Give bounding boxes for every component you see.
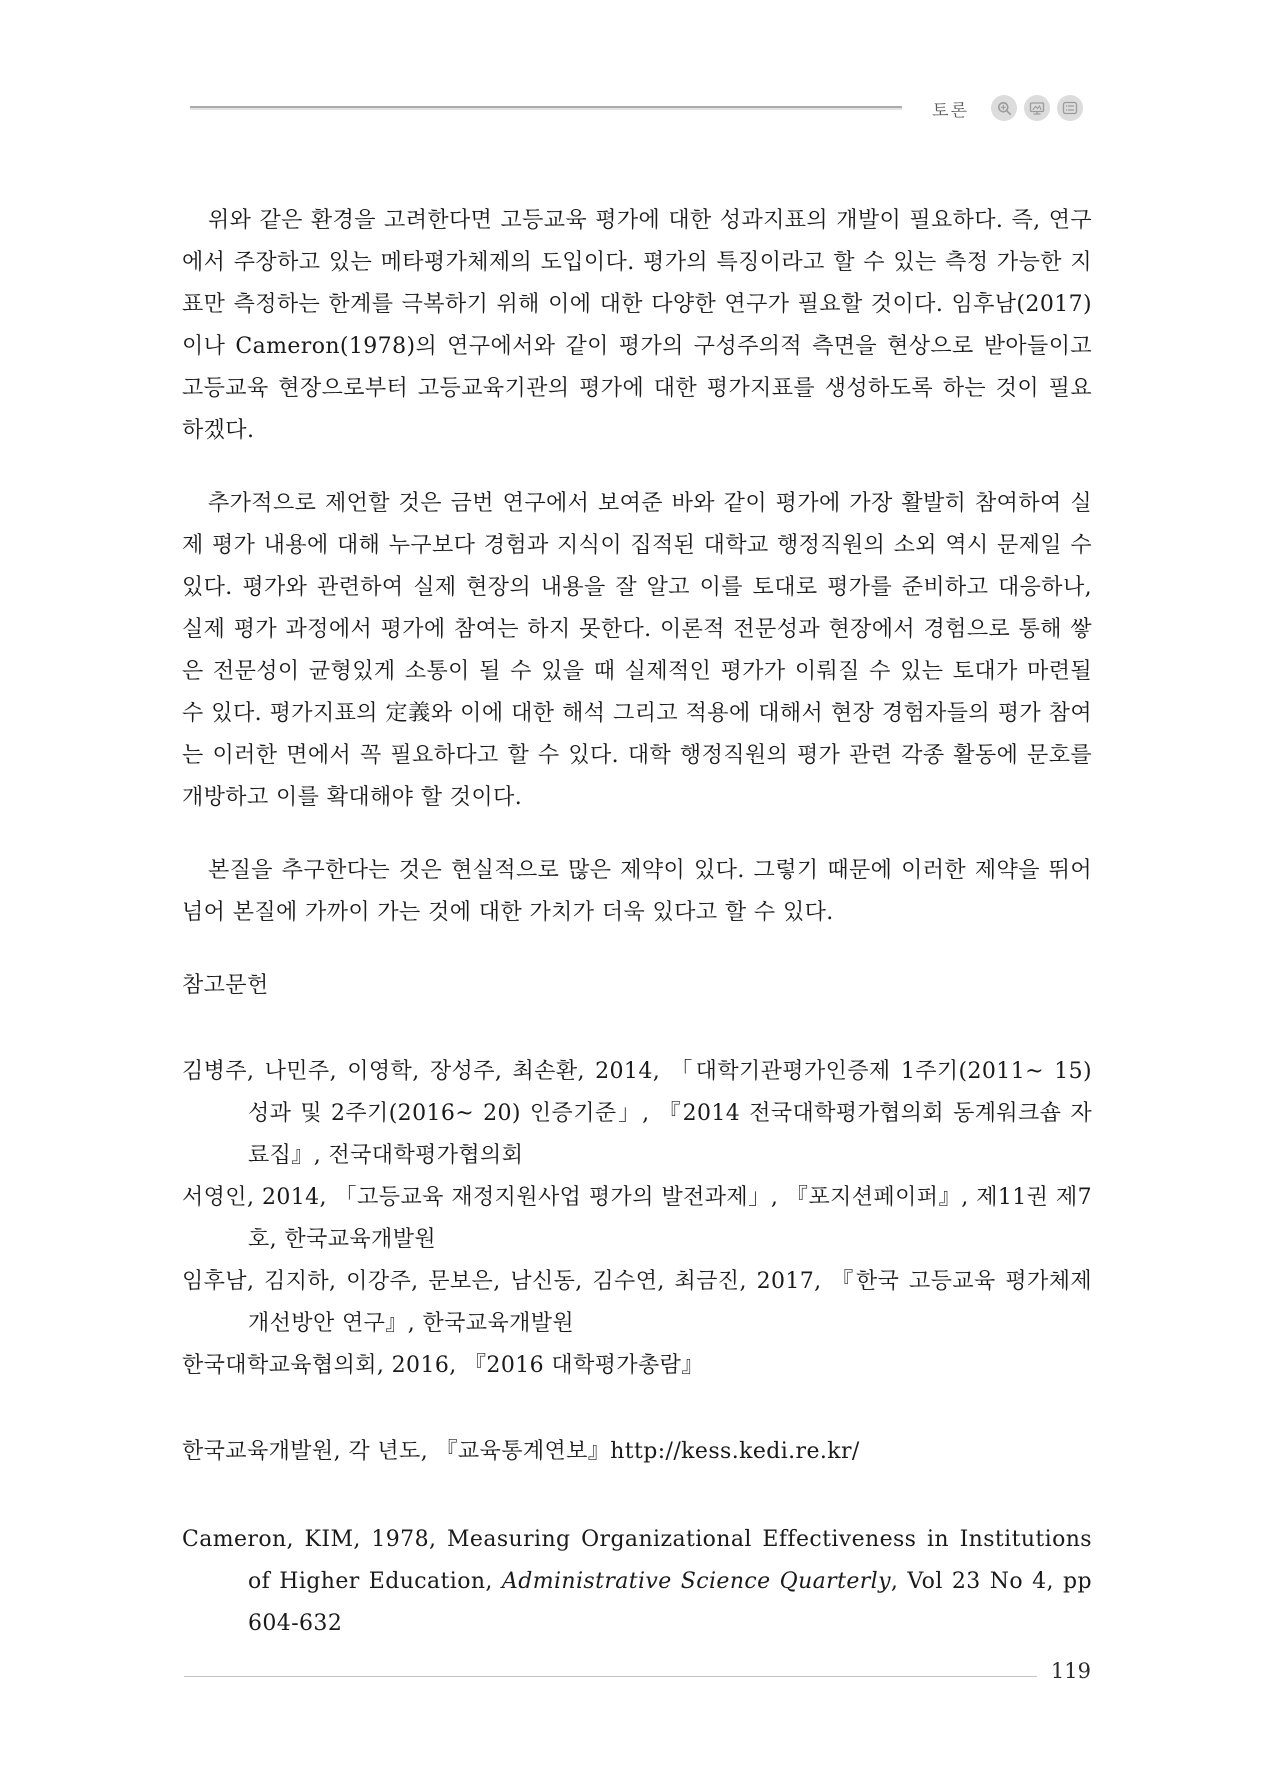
references-heading: 참고문헌 bbox=[182, 973, 269, 998]
reference-entry bbox=[182, 1519, 1092, 1645]
reference-entry: 김병주, 나민주, 이영학, 장성주, 최손환, 2014, 「대학기관평가인증제 1주기(2011~ 15) 성과 및 2주기(2016~ 20) 인증기준」, 『2014 전국대학평가협의회 동계워크숍 자료집』, 전국대학평가협의회 bbox=[182, 1059, 1092, 1168]
body-paragraph: 추가적으로 제언할 것은 금번 연구에서 보여준 바와 같이 평가에 가장 활발히 참여하여 실제 평가 내용에 대해 누구보다 경험과 지식이 집적된 대학교 행정직원의 소외 역시 문제일 수 있다. 평가와 관련하여 실제 현장의 내용을 잘 알고 이를 토대로 평가를 준비하고 대응하나, 실제 평가 과정에서 평가에 참여는 하지 못한다. 이론적 전문성과 현장에서 경험으로 통해 쌓은 전문성이 균형있게 소통이 될 수 있을 때 실제적인 평가가 이뤄질 수 있는 토대가 마련될 수 있다. 평가지표의 定義와 이에 대한 해석 그리고 적용에 대해서 현장 경험자들의 평가 참여는 이러한 면에서 꼭 필요하다고 할 수 있다. 대학 행정직원의 평가 관련 각종 활동에 문호를 개방하고 이를 확대해야 할 것이다. bbox=[182, 491, 1092, 810]
header-rule bbox=[190, 106, 902, 110]
zoom-icon[interactable] bbox=[991, 95, 1017, 121]
page-footer bbox=[184, 1652, 1091, 1682]
reference-entry: 한국대학교육협의회, 2016, 『2016 대학평가총람』 bbox=[182, 1353, 704, 1378]
screen-icon[interactable] bbox=[1024, 95, 1050, 121]
reference-entry: 임후남, 김지하, 이강주, 문보은, 남신동, 김수연, 최금진, 2017, 『한국 고등교육 평가체제 개선방안 연구』, 한국교육개발원 bbox=[182, 1269, 1092, 1336]
footer-rule bbox=[184, 1676, 1037, 1677]
viewer-icon-group bbox=[991, 95, 1083, 121]
page-content bbox=[182, 200, 1092, 1645]
body-paragraph: 위와 같은 환경을 고려한다면 고등교육 평가에 대한 성과지표의 개발이 필요하다. 즉, 연구에서 주장하고 있는 메타평가체제의 도입이다. 평가의 특징이라고 할 수 있는 측정 가능한 지표만 측정하는 한계를 극복하기 위해 이에 대한 다양한 연구가 필요할 것이다. 임후남(2017)이나 Cameron(1978)의 연구에서와 같이 평가의 구성주의적 측면을 현상으로 받아들이고 고등교육 현장으로부터 고등교육기관의 평가에 대한 평가지표를 생성하도록 하는 것이 필요하겠다. bbox=[182, 208, 1092, 443]
reference-text: , Vol 23 No 4, pp 604-632 bbox=[248, 1569, 1092, 1636]
list-icon[interactable] bbox=[1057, 95, 1083, 121]
section-label: 토론 bbox=[932, 100, 969, 120]
page-number: 119 bbox=[1050, 1659, 1091, 1683]
page-header bbox=[190, 92, 1083, 124]
journal-title: Administrative Science Quarterly bbox=[501, 1569, 891, 1594]
reference-entry: 한국교육개발원, 각 년도, 『교육통계연보』http://kess.kedi.re.kr/ bbox=[182, 1439, 860, 1464]
reference-text: Cameron, KIM, 1978, Measuring Organizational Effectiveness in Institutions of Higher Education, bbox=[182, 1527, 1092, 1594]
body-paragraph: 본질을 추구한다는 것은 현실적으로 많은 제약이 있다. 그렇기 때문에 이러한 제약을 뛰어넘어 본질에 가까이 가는 것에 대한 가치가 더욱 있다고 할 수 있다. bbox=[182, 858, 1092, 925]
reference-entry: 서영인, 2014, 「고등교육 재정지원사업 평가의 발전과제」, 『포지션페이퍼』, 제11권 제7호, 한국교육개발원 bbox=[182, 1185, 1092, 1252]
